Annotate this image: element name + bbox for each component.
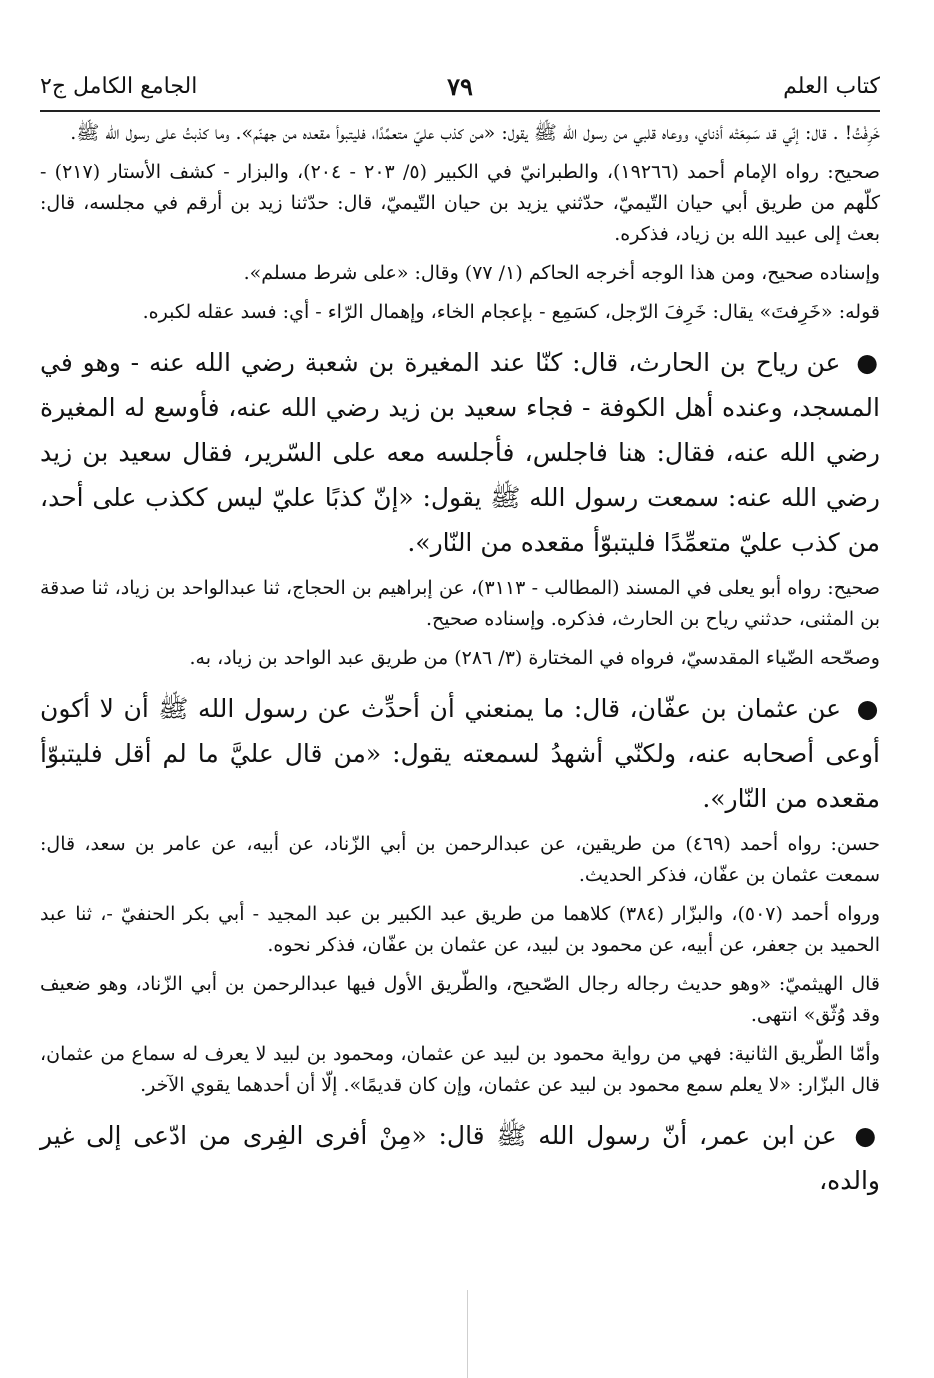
hadith-paragraph	[40, 340, 880, 565]
bullet-icon: ●	[856, 348, 880, 377]
page-body	[40, 118, 880, 1203]
chapter-title: كتاب العلم	[783, 74, 880, 99]
note-paragraph: وصحّحه الضّياء المقدسيّ، فرواه في المختارة (٣/ ٢٨٦) من طريق عبد الواحد بن زياد، به.	[189, 647, 880, 669]
hadith-text: عن عثمان بن عفّان، قال: ما يمنعني أن أحدِّث عن رسول الله ﷺ أن لا أكون أوعى أصحابه عنه، ولكنّي أشهدُ لسمعته يقول: «من قال عليَّ ما لم أقل فليتبوّأ مقعده من النّار».	[40, 694, 880, 813]
page-fold-line	[467, 1290, 468, 1378]
page-number: ٧٩	[447, 72, 473, 101]
hadith-text: عن رياح بن الحارث، قال: كنّا عند المغيرة بن شعبة رضي الله عنه - وهو في المسجد، وعنده أهل الكوفة - فجاء سعيد بن زيد رضي الله عنه، فأوسع له المغيرة رضي الله عنه، فقال: هنا فاجلس، فأجلسه معه على السّرير، فقال سعيد بن زيد رضي الله عنه: سمعت رسول الله ﷺ يقول: «إنّ كذبًا عليّ ليس ككذب على أحد، من كذب عليّ متعمِّدًا فليتبوّأ مقعده من النّار».	[40, 348, 880, 557]
hadith-text: عن ابن عمر، أنّ رسول الله ﷺ قال: «مِنْ أفرى الفِرى من ادّعى إلى غير والده،	[40, 1121, 880, 1195]
note-paragraph: قوله: «خَرِفتَ» يقال: خَرِفَ الرّجل، كسَمِع - بإعجام الخاء، وإهمال الرّاء - أي: فسد عقله لكبره.	[142, 301, 880, 323]
note-paragraph: ورواه أحمد (٥٠٧)، والبزّار (٣٨٤) كلاهما من طريق عبد الكبير بن عبد المجيد - أبي بكر الحنفيّ -، ثنا عبد الحميد بن جعفر، عن أبيه، عن محمود بن لبيد، عن عثمان بن عفّان، فذكر نحوه.	[40, 903, 881, 956]
bullet-icon: ●	[856, 694, 880, 723]
book-title: الجامع الكامل ج٢	[40, 74, 198, 99]
book-page	[40, 56, 880, 1203]
note-paragraph: حسن: رواه أحمد (٤٦٩) من طريقين، عن عبدالرحمن بن أبي الزّناد، عن أبيه، عن عامر بن سعد، قال: سمعت عثمان بن عفّان، فذكر الحديث.	[40, 833, 881, 886]
hadith-paragraph	[40, 686, 880, 821]
bullet-icon: ●	[854, 1121, 880, 1150]
page-header	[40, 56, 880, 112]
note-paragraph: صحيح: رواه أبو يعلى في المسند (المطالب - ٣١١٣)، عن إبراهيم بن الحجاج، ثنا عبدالواحد بن زياد، ثنا صدقة بن المثنى، حدثني رياح بن الحارث، فذكره. وإسناده صحيح.	[40, 577, 880, 630]
hadith-paragraph	[40, 1113, 880, 1203]
note-paragraph: خَرِفْتُ! . قال: إنّي قد سَمِعَتْه أذناي، ووعاه قلبي من رسول الله ﷺ يقول: «من كذب عليّ متعمِّدًا، فليتبوأ مقعده من جهنّم». وما كذبتُ على رسول الله ﷺ.	[70, 122, 880, 144]
note-paragraph: وأمّا الطّريق الثانية: فهي من رواية محمود بن لبيد عن عثمان، ومحمود بن لبيد لا يعرف له سماع من عثمان، قال البزّار: «لا يعلم سمع محمود بن لبيد عن عثمان، وإن كان قديمًا». إلّا أن أحدهما يقوي الآخر.	[40, 1043, 880, 1096]
note-paragraph: وإسناده صحيح، ومن هذا الوجه أخرجه الحاكم (١/ ٧٧) وقال: «على شرط مسلم».	[243, 262, 880, 284]
note-paragraph: صحيح: رواه الإمام أحمد (١٩٢٦٦)، والطبرانيّ في الكبير (٥/ ٢٠٣ - ٢٠٤)، والبزار - كشف الأستار (٢١٧) - كلّهم من طريق أبي حيان التّيميّ، حدّثني يزيد بن حيان التّيميّ، قال: حدّثنا زيد بن أرقم في مجلسه، قال: بعث إلى عبيد الله بن زياد، فذكره.	[40, 161, 881, 245]
note-paragraph: قال الهيثميّ: «وهو حديث رجاله رجال الصّحيح، والطّريق الأول فيها عبدالرحمن بن أبي الزّناد، وهو ضعيف وقد وُثّق» انتهى.	[40, 973, 880, 1026]
